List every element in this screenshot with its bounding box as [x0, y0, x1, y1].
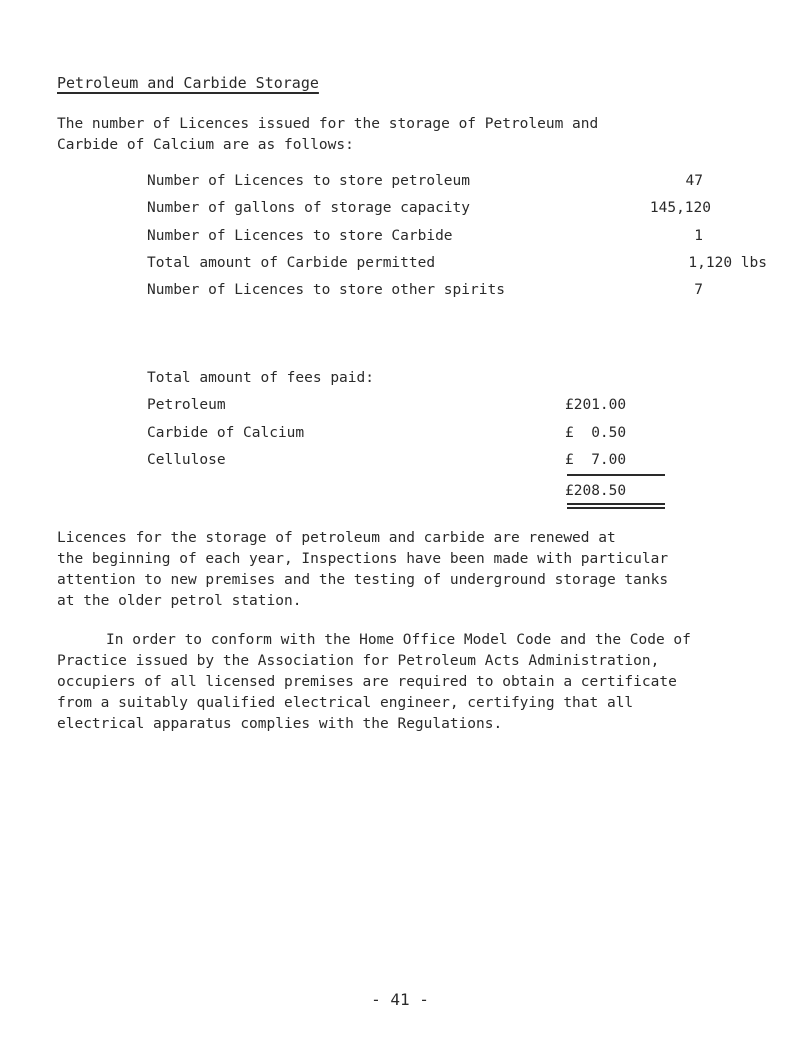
stat-row-other-spirits: [147, 281, 767, 303]
fee-value: £201.00: [565, 397, 627, 413]
total-rule-lower: [567, 507, 665, 509]
renewal-line: the beginning of each year, Inspections have been made with particular: [57, 551, 669, 567]
fees-title: Total amount of fees paid:: [147, 370, 374, 386]
renewal-line: Licences for the storage of petroleum and carbide are renewed at: [57, 530, 616, 546]
fee-row-carbide: [147, 424, 647, 446]
code-line: In order to conform with the Home Office Model Code and the Code of: [106, 632, 691, 648]
fee-row-petroleum: [147, 396, 647, 418]
fee-value: £ 7.00: [565, 452, 627, 468]
fee-value: £ 0.50: [565, 425, 627, 441]
code-line: electrical apparatus complies with the Regulations.: [57, 716, 503, 732]
stat-label: Total amount of Carbide permitted: [147, 255, 436, 271]
fee-label: Carbide of Calcium: [147, 425, 305, 441]
stat-value: 7: [694, 282, 703, 298]
renewal-line: attention to new premises and the testing of underground storage tanks: [57, 572, 669, 588]
code-line: from a suitably qualified electrical engineer, certifying that all: [57, 695, 634, 711]
page-number: - 41 -: [371, 990, 429, 1009]
stat-row-petroleum-licences: [147, 172, 767, 194]
renewal-paragraph: [57, 528, 757, 612]
stat-value: 47: [685, 173, 703, 189]
code-line: occupiers of all licensed premises are required to obtain a certificate: [57, 674, 677, 690]
stat-row-gallons: [147, 199, 767, 221]
stat-value: 145,120: [649, 200, 711, 216]
stat-label: Number of Licences to store other spirits: [147, 282, 505, 298]
stat-label: Number of gallons of storage capacity: [147, 200, 471, 216]
code-line: Practice issued by the Association for Petroleum Acts Administration,: [57, 653, 660, 669]
stat-row-carbide-amount: [147, 254, 767, 276]
renewal-line: at the older petrol station.: [57, 593, 302, 609]
intro-line: Carbide of Calcium are as follows:: [57, 137, 354, 153]
stat-value: 1: [694, 228, 703, 244]
intro-paragraph: [57, 114, 757, 156]
stat-label: Number of Licences to store Carbide: [147, 228, 453, 244]
subtotal-rule: [567, 474, 665, 476]
total-rule-upper: [567, 503, 665, 505]
fee-row-total: [147, 482, 647, 504]
stat-row-carbide-licences: [147, 227, 767, 249]
stat-value: 1,120 lbs: [688, 255, 767, 271]
code-paragraph: [57, 630, 757, 735]
stat-label: Number of Licences to store petroleum: [147, 173, 471, 189]
fee-label: Cellulose: [147, 452, 226, 468]
intro-line: The number of Licences issued for the storage of Petroleum and: [57, 116, 599, 132]
section-heading: Petroleum and Carbide Storage: [57, 74, 319, 92]
fee-label: Petroleum: [147, 397, 226, 413]
fee-total-value: £208.50: [565, 483, 627, 499]
fee-row-cellulose: [147, 451, 647, 473]
